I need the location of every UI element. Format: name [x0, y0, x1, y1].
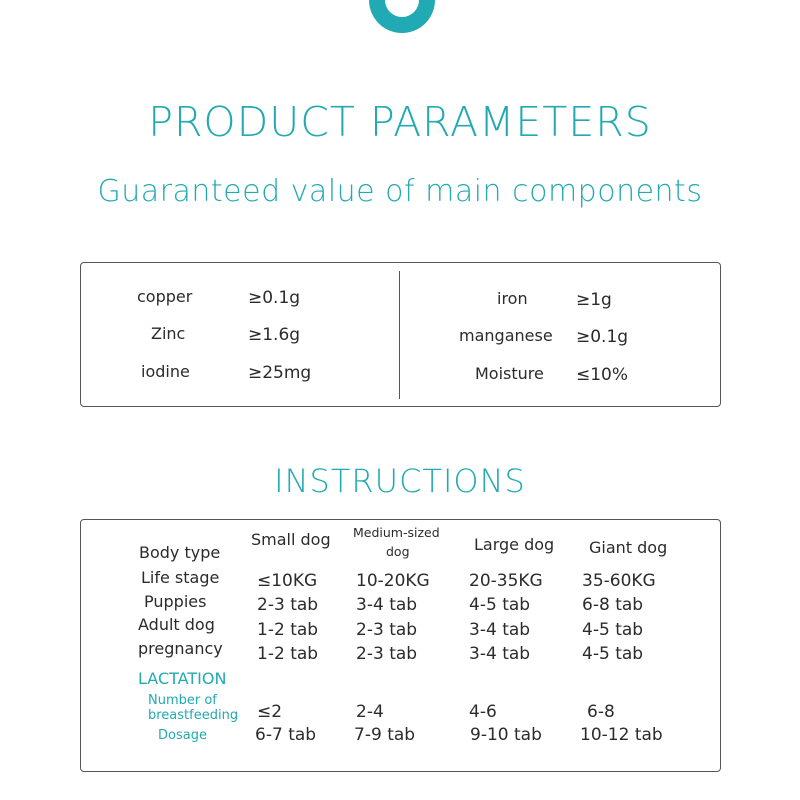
row-label-life-stage: Life stage — [141, 568, 220, 587]
param-value-iron: ≥1g — [576, 290, 612, 310]
cell-puppies-giant — [582, 595, 643, 615]
cell-unit: tab — [290, 595, 319, 615]
cell-breastfeeding-small: ≤2 — [257, 702, 283, 722]
cell-unit: tab — [389, 595, 418, 615]
cell-adult-medium — [356, 620, 417, 640]
row-label-body-type: Body type — [139, 543, 221, 562]
cell-unit: tab — [290, 620, 319, 640]
param-value-moisture: ≤10% — [576, 365, 629, 385]
cell-unit: tab — [288, 725, 317, 745]
logo-arc-icon — [369, 0, 435, 33]
col-header-giant: Giant dog — [589, 538, 668, 557]
cell-value: 2-3 — [356, 620, 384, 640]
cell-puppies-small — [257, 595, 318, 615]
cell-life-stage-large: 20-35KG — [469, 571, 543, 591]
cell-breastfeeding-large: 4-6 — [469, 702, 497, 722]
cell-pregnancy-medium — [356, 644, 417, 664]
row-label-pregnancy: pregnancy — [138, 639, 223, 658]
col-header-medium-2: dog — [386, 544, 410, 559]
cell-pregnancy-small — [257, 644, 318, 664]
page-title: PRODUCT PARAMETERS — [148, 98, 652, 146]
cell-unit: tab — [615, 620, 644, 640]
cell-value: 1-2 — [257, 644, 285, 664]
cell-unit: tab — [634, 725, 663, 745]
param-name-copper: copper — [137, 287, 193, 306]
cell-unit: tab — [502, 595, 531, 615]
cell-life-stage-giant: 35-60KG — [582, 571, 656, 591]
cell-pregnancy-large — [469, 644, 530, 664]
cell-unit: tab — [502, 620, 531, 640]
cell-value: 3-4 — [469, 620, 497, 640]
cell-adult-giant — [582, 620, 643, 640]
breastfeeding-label-1: Number of — [148, 693, 217, 708]
instructions-title: INSTRUCTIONS — [274, 462, 526, 500]
cell-value: 1-2 — [257, 620, 285, 640]
breastfeeding-label-2: breastfeeding — [148, 708, 239, 723]
cell-puppies-medium — [356, 595, 417, 615]
parameters-table — [80, 262, 721, 407]
cell-value: 2-3 — [356, 644, 384, 664]
cell-value: 10-12 — [580, 725, 630, 745]
cell-dosage-small — [255, 725, 316, 745]
cell-dosage-medium — [354, 725, 415, 745]
cell-life-stage-small: ≤10KG — [257, 571, 318, 591]
instructions-table — [80, 519, 721, 772]
cell-value: 4-5 — [582, 644, 610, 664]
cell-dosage-large — [470, 725, 542, 745]
param-name-iron: iron — [497, 289, 528, 308]
param-value-manganese: ≥0.1g — [576, 327, 629, 347]
parameters-divider — [399, 271, 400, 399]
cell-value: 7-9 — [354, 725, 382, 745]
dosage-label: Dosage — [158, 728, 207, 743]
param-name-iodine: iodine — [141, 362, 190, 381]
cell-unit: tab — [615, 595, 644, 615]
cell-breastfeeding-medium: 2-4 — [356, 702, 384, 722]
cell-value: 6-7 — [255, 725, 283, 745]
cell-dosage-giant — [580, 725, 663, 745]
cell-value: 9-10 — [470, 725, 509, 745]
cell-pregnancy-giant — [582, 644, 643, 664]
page-subtitle: Guaranteed value of main components — [97, 174, 703, 209]
param-name-zinc: Zinc — [151, 324, 186, 343]
cell-unit: tab — [502, 644, 531, 664]
cell-unit: tab — [514, 725, 542, 745]
row-label-puppies: Puppies — [144, 592, 207, 611]
cell-value: 6-8 — [582, 595, 610, 615]
cell-value: 4-5 — [582, 620, 610, 640]
lactation-label: LACTATION — [138, 669, 227, 688]
param-name-moisture: Moisture — [475, 364, 544, 383]
col-header-large: Large dog — [474, 535, 555, 554]
param-name-manganese: manganese — [459, 326, 553, 345]
cell-value: 3-4 — [356, 595, 384, 615]
row-label-adult-dog: Adult dog — [138, 615, 215, 634]
param-value-zinc: ≥1.6g — [248, 325, 301, 345]
col-header-medium-1: Medium-sized — [353, 525, 440, 540]
cell-breastfeeding-giant: 6-8 — [587, 702, 615, 722]
cell-unit: tab — [615, 644, 644, 664]
cell-unit: tab — [290, 644, 319, 664]
cell-value: 2-3 — [257, 595, 285, 615]
param-value-copper: ≥0.1g — [248, 288, 301, 308]
cell-unit: tab — [387, 725, 416, 745]
cell-life-stage-medium: 10-20KG — [356, 571, 430, 591]
cell-value: 4-5 — [469, 595, 497, 615]
cell-unit: tab — [389, 644, 418, 664]
cell-adult-large — [469, 620, 530, 640]
cell-adult-small — [257, 620, 318, 640]
cell-puppies-large — [469, 595, 530, 615]
cell-unit: tab — [389, 620, 418, 640]
cell-value: 3-4 — [469, 644, 497, 664]
col-header-small: Small dog — [251, 530, 331, 549]
param-value-iodine: ≥25mg — [248, 363, 312, 383]
